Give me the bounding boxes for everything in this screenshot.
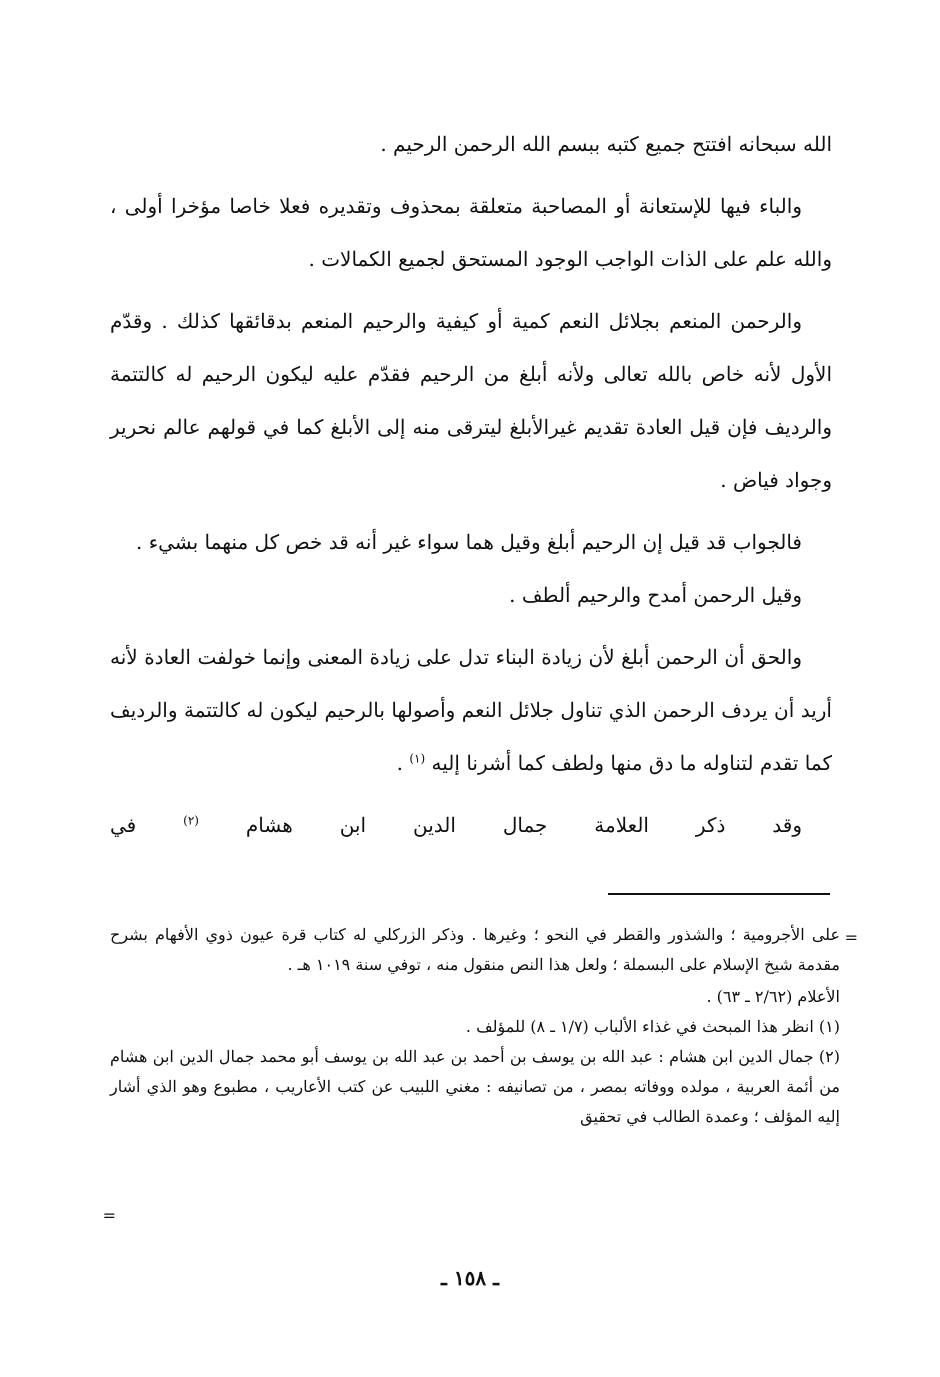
footnote-1-text: انظر هذا المبحث في غذاء الألباب (١/٧ ـ ٨) للمؤلف . [465, 1017, 814, 1036]
paragraph-1: الله سبحانه افتتح جميع كتبه ببسم الله الرحمن الرحيم . [380, 132, 832, 156]
paragraph-7-tail: في [110, 813, 137, 837]
paragraph-5: وقيل الرحمن أمدح والرحيم ألطف . [509, 583, 802, 607]
continuation-mark-bottom: = [102, 1206, 116, 1225]
footnote-separator [608, 893, 830, 895]
page-number: ـ ١٥٨ ـ [441, 1266, 499, 1290]
footnote-1-number: (١) [818, 1017, 840, 1036]
main-text-block [110, 118, 832, 852]
footnote-ref-1[interactable]: (١) [409, 751, 426, 766]
footnote-2-number: (٢) [818, 1047, 840, 1066]
paragraph-7 [110, 799, 832, 852]
footnote-2-text: جمال الدين ابن هشام : عبد الله بن يوسف بن أحمد بن عبد الله بن يوسف أبو محمد جمال الدين ابن هشام من أئمة العربية ، مولده ووفاته بمصر ، من تصانيفه : مغني اللبيب عن كتب الأعاريب ، مطبوع وهو الذي أشار إليه المؤلف ؛ وعمدة الطالب في تحقيق [110, 1047, 841, 1126]
paragraph-4: فالجواب قد قيل إن الرحيم أبلغ وقيل هما سواء غير أنه قد خص كل منهما بشيء . [135, 530, 802, 554]
footnote-1 [110, 1012, 840, 1042]
footnote-2 [110, 1042, 840, 1132]
footnote-continued-text: على الأجرومية ؛ والشذور والقطر في النحو ؛ وغيرها . وذكر الزركلي له كتاب قرة عيون ذوي الأفهام بشرح مقدمة شيخ الإسلام على البسملة ؛ ولعل هذا النص منقول منه ، توفي سنة ١٠١٩ هـ . [110, 925, 841, 974]
paragraph-6 [110, 631, 832, 790]
paragraph-3: والرحمن المنعم بجلائل النعم كمية أو كيفية والرحيم المنعم بدقائقها كذلك . وقدّم الأول لأنه خاص بالله تعالى ولأنه أبلغ من الرحيم فقدّم عليه ليكون الرحيم له كالتتمة والرديف فإن قيل العادة تقديم غيرالأبلغ ليترقى منه إلى الأبلغ كما في قولهم عالم نحرير وجواد فياض . [110, 309, 832, 492]
footnotes-block [110, 920, 840, 1132]
paragraph-2: والباء فيها للإستعانة أو المصاحبة متعلقة بمحذوف وتقديره فعلا خاصا مؤخرا أولى ، والله علم على الذات الواجب الوجود المستحق لجميع الكمالات . [110, 194, 832, 271]
paragraph-6-tail: . [396, 751, 410, 775]
footnote-continued-source: الأعلام (٢/٦٢ ـ ٦٣) . [706, 987, 840, 1006]
continuation-mark-top: = [844, 928, 858, 947]
paragraph-6-text: والحق أن الرحمن أبلغ لأن زيادة البناء تدل على زيادة المعنى وإنما خولفت العادة لأنه أريد أن يردف الرحمن الذي تناول جلائل النعم وأصولها بالرحيم ليكون له كالتتمة والرديف كما تقدم لتناوله ما دق منها ولطف كما أشرنا إليه [110, 645, 832, 775]
paragraph-7-text: وقد ذكر العلامة جمال الدين ابن هشام [245, 813, 802, 837]
footnote-ref-2[interactable]: (٢) [183, 813, 199, 828]
